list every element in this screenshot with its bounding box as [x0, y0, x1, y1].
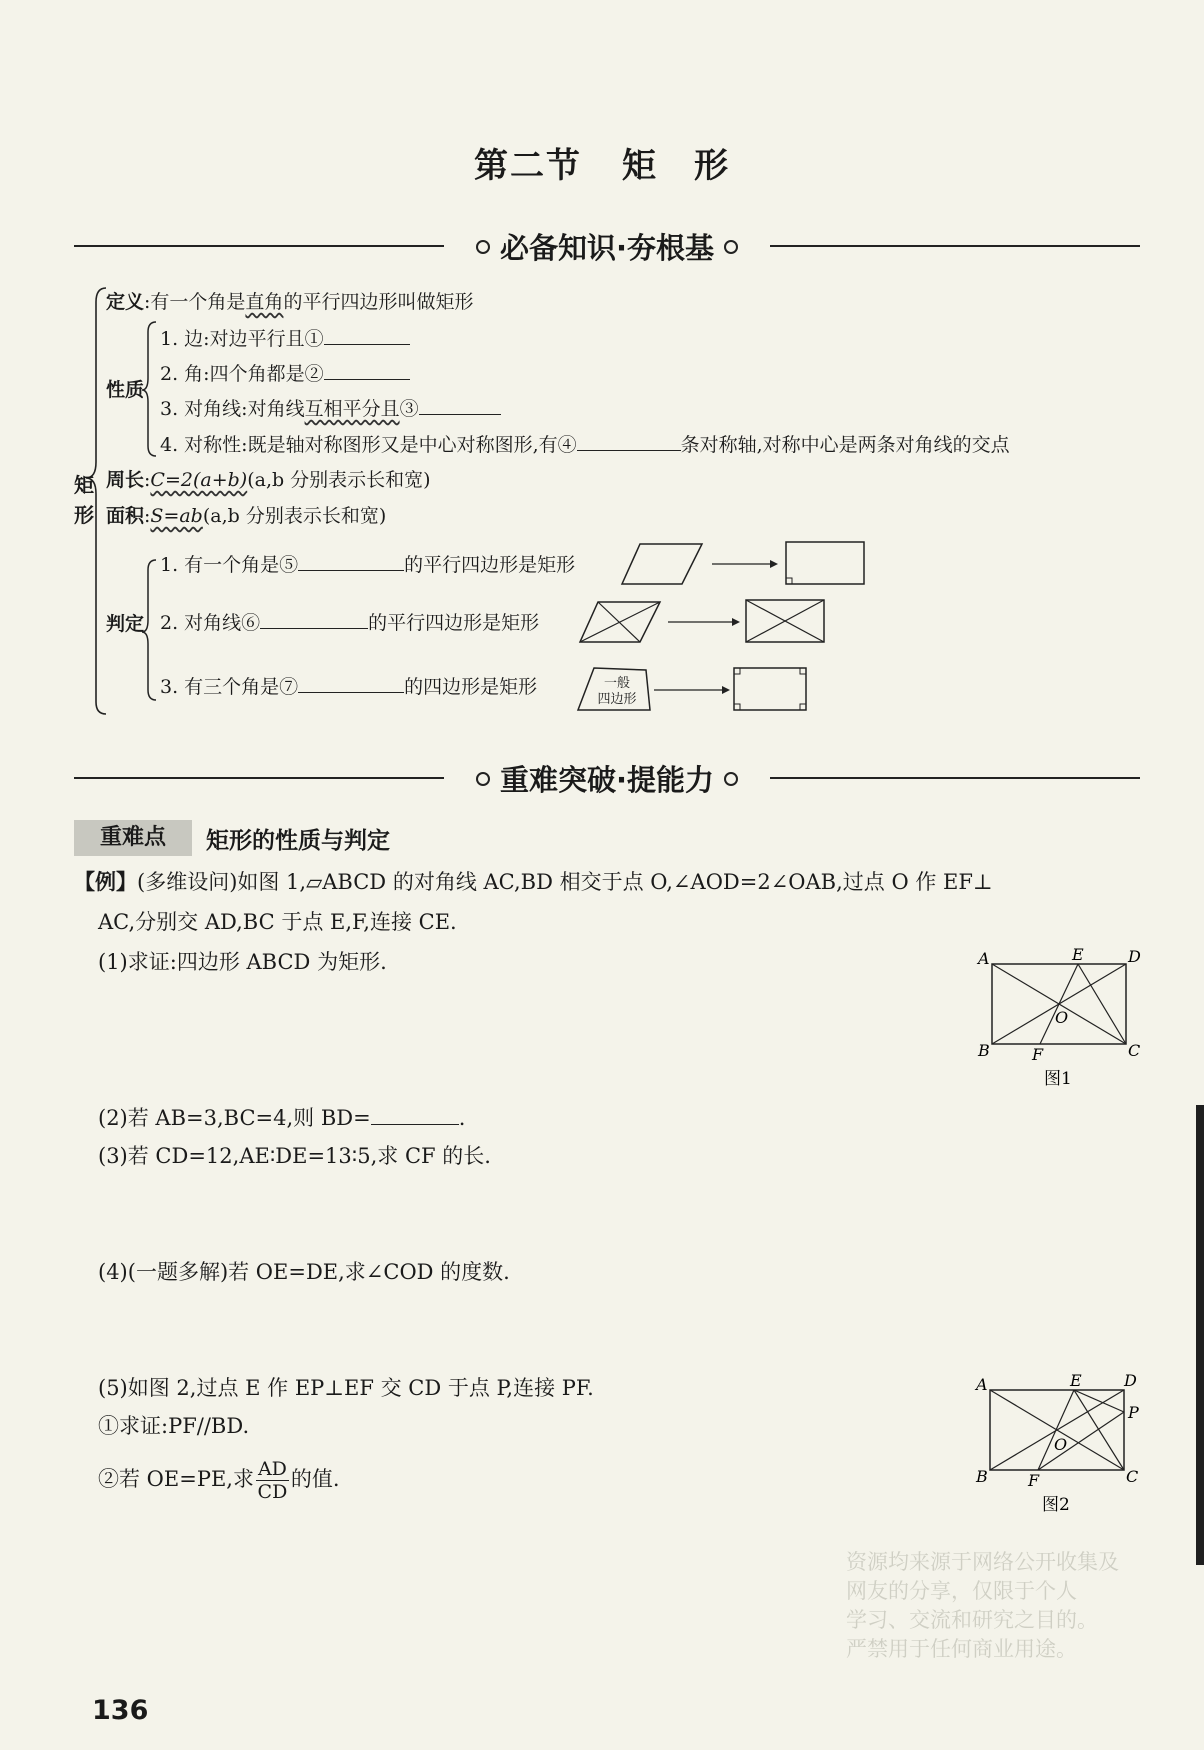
- fig1-label-f: F: [1032, 1045, 1044, 1064]
- fig2-label-c: C: [1126, 1467, 1139, 1486]
- watermark-line-3: 学习、交流和研究之目的。: [846, 1608, 1098, 1632]
- blank-bd[interactable]: [371, 1106, 459, 1125]
- blank-5[interactable]: [298, 552, 404, 571]
- judge-3-text-1: 3. 有三个角是⑦: [160, 676, 299, 698]
- judge-diagram-2: [578, 598, 828, 648]
- section-banner-ability: [74, 758, 1140, 798]
- figure-2: [966, 1368, 1146, 1518]
- prop-3-text-2: ③: [399, 398, 419, 420]
- blank-7[interactable]: [298, 674, 404, 693]
- question-5: (5)如图 2,过点 E 作 EP⊥EF 交 CD 于点 P,连接 PF.: [98, 1376, 594, 1400]
- prop-1-text: 1. 边:对边平行且①: [160, 328, 324, 350]
- props-label: 性质: [106, 379, 145, 401]
- fig1-label-c: C: [1128, 1041, 1141, 1060]
- prop-4-text-2: 条对称轴,对称中心是两条对角线的交点: [680, 434, 1010, 456]
- watermark-line-4: 严禁用于任何商业用途。: [846, 1637, 1077, 1661]
- judge-2-text-1: 2. 对角线⑥: [160, 612, 261, 634]
- watermark-line-1: 资源均来源于网络公开收集及: [846, 1550, 1119, 1574]
- judge-2: [160, 610, 539, 635]
- question-5a: ①求证:PF//BD.: [98, 1414, 250, 1438]
- judge-1: [160, 552, 575, 577]
- tree-root-label: 矩形: [74, 473, 94, 527]
- keypoint-title: 矩形的性质与判定: [206, 828, 390, 854]
- judge-1-text-2: 的平行四边形是矩形: [404, 554, 576, 576]
- area-row: 面积:S=ab(a,b 分别表示长和宽): [106, 505, 387, 527]
- page-number: 136: [92, 1695, 149, 1726]
- page-title: [0, 138, 1204, 187]
- figure-1: [970, 946, 1150, 1096]
- question-5b-text-1: ②若 OE=PE,求: [98, 1467, 254, 1491]
- fig1-label-d: D: [1128, 947, 1141, 966]
- figure-1-caption: 图1: [1044, 1069, 1072, 1089]
- example-line-2: AC,分别交 AD,BC 于点 E,F,连接 CE.: [98, 910, 457, 934]
- definition-text-2: 的平行四边形叫做矩形: [283, 291, 474, 313]
- blank-3[interactable]: [419, 396, 501, 415]
- area-formula: S=ab: [150, 505, 203, 527]
- fig1-label-b: B: [978, 1041, 990, 1060]
- definition-emphasis: 直角: [245, 291, 284, 313]
- fraction-denominator: CD: [257, 1481, 288, 1503]
- fig1-label-o: O: [1055, 1008, 1069, 1027]
- title-part-1: 第二节: [474, 146, 582, 186]
- fig2-label-f: F: [1028, 1471, 1040, 1490]
- perimeter-row: 周长:C=2(a+b)(a,b 分别表示长和宽): [106, 469, 431, 491]
- title-part-2: 矩 形: [622, 146, 730, 186]
- general-quad-label: [582, 676, 652, 708]
- prop-4: [160, 432, 1010, 457]
- quad-label-line-2: 四边形: [597, 692, 637, 707]
- area-label: 面积: [106, 505, 145, 527]
- keypoint-tag: 重难点: [74, 820, 192, 856]
- figure-2-caption: 图2: [1042, 1495, 1070, 1515]
- blank-1[interactable]: [324, 326, 410, 345]
- perimeter-label: 周长: [106, 469, 145, 491]
- definition-label: 定义: [106, 291, 145, 313]
- fig2-label-d: D: [1124, 1371, 1137, 1390]
- prop-1: [160, 326, 410, 351]
- prop-2-text: 2. 角:四个角都是②: [160, 363, 324, 385]
- question-5b: [98, 1458, 340, 1503]
- example-lead: 【例】: [74, 870, 137, 894]
- perimeter-note: (a,b 分别表示长和宽): [247, 469, 431, 491]
- fraction-ad-cd: [256, 1458, 289, 1503]
- prop-3-emphasis: 互相平分且: [304, 398, 400, 420]
- prop-4-text-1: 4. 对称性:既是轴对称图形又是中心对称图形,有④: [160, 434, 577, 456]
- prop-2: [160, 361, 410, 386]
- fig2-label-p: P: [1128, 1403, 1139, 1422]
- blank-4[interactable]: [577, 432, 681, 451]
- watermark-line-2: 网友的分享，仅限于个人: [846, 1579, 1077, 1603]
- fig2-label-o: O: [1054, 1435, 1068, 1454]
- judge-3-text-2: 的四边形是矩形: [404, 676, 538, 698]
- prop-3-text-1: 3. 对角线:对角线: [160, 398, 305, 420]
- question-3: (3)若 CD=12,AE∶DE=13∶5,求 CF 的长.: [98, 1144, 491, 1168]
- question-2-text: (2)若 AB=3,BC=4,则 BD=: [98, 1106, 371, 1130]
- blank-2[interactable]: [324, 361, 410, 380]
- question-5b-text-2: 的值.: [290, 1467, 340, 1491]
- section-banner-knowledge: [74, 226, 1140, 266]
- fig2-label-b: B: [976, 1467, 988, 1486]
- fig2-label-e: E: [1070, 1371, 1082, 1390]
- section-title-knowledge: 必备知识·夯根基: [499, 231, 715, 265]
- quad-label-line-1: 一般: [603, 676, 630, 691]
- fig1-label-e: E: [1072, 946, 1084, 964]
- question-1: (1)求证:四边形 ABCD 为矩形.: [98, 950, 387, 974]
- definition-text-1: :有一个角是: [144, 291, 246, 313]
- question-4: (4)(一题多解)若 OE=DE,求∠COD 的度数.: [98, 1260, 510, 1284]
- fig1-label-a: A: [978, 949, 990, 968]
- area-note: (a,b 分别表示长和宽): [202, 505, 387, 527]
- blank-6[interactable]: [260, 610, 368, 629]
- example-text-1: (多维设问)如图 1,▱ABCD 的对角线 AC,BD 相交于点 O,∠AOD=2∠OAB,过点 O 作 EF⊥: [137, 870, 993, 894]
- prop-3: [160, 396, 501, 421]
- page-edge-mark: [1196, 1105, 1204, 1565]
- fraction-numerator: AD: [257, 1458, 287, 1480]
- judge-diagram-1: [620, 540, 870, 590]
- watermark: [846, 1548, 1204, 1664]
- judge-3: [160, 674, 537, 699]
- question-2-end: .: [458, 1106, 466, 1130]
- judge-1-text-1: 1. 有一个角是⑤: [160, 554, 299, 576]
- judge-label: 判定: [106, 613, 145, 635]
- perimeter-formula: C=2(a+b): [150, 469, 248, 491]
- fig2-label-a: A: [976, 1375, 988, 1394]
- section-title-ability: 重难突破·提能力: [499, 763, 715, 797]
- example-line-1: [74, 868, 993, 896]
- definition-row: [106, 290, 473, 314]
- question-2: [98, 1104, 465, 1132]
- judge-2-text-2: 的平行四边形是矩形: [368, 612, 540, 634]
